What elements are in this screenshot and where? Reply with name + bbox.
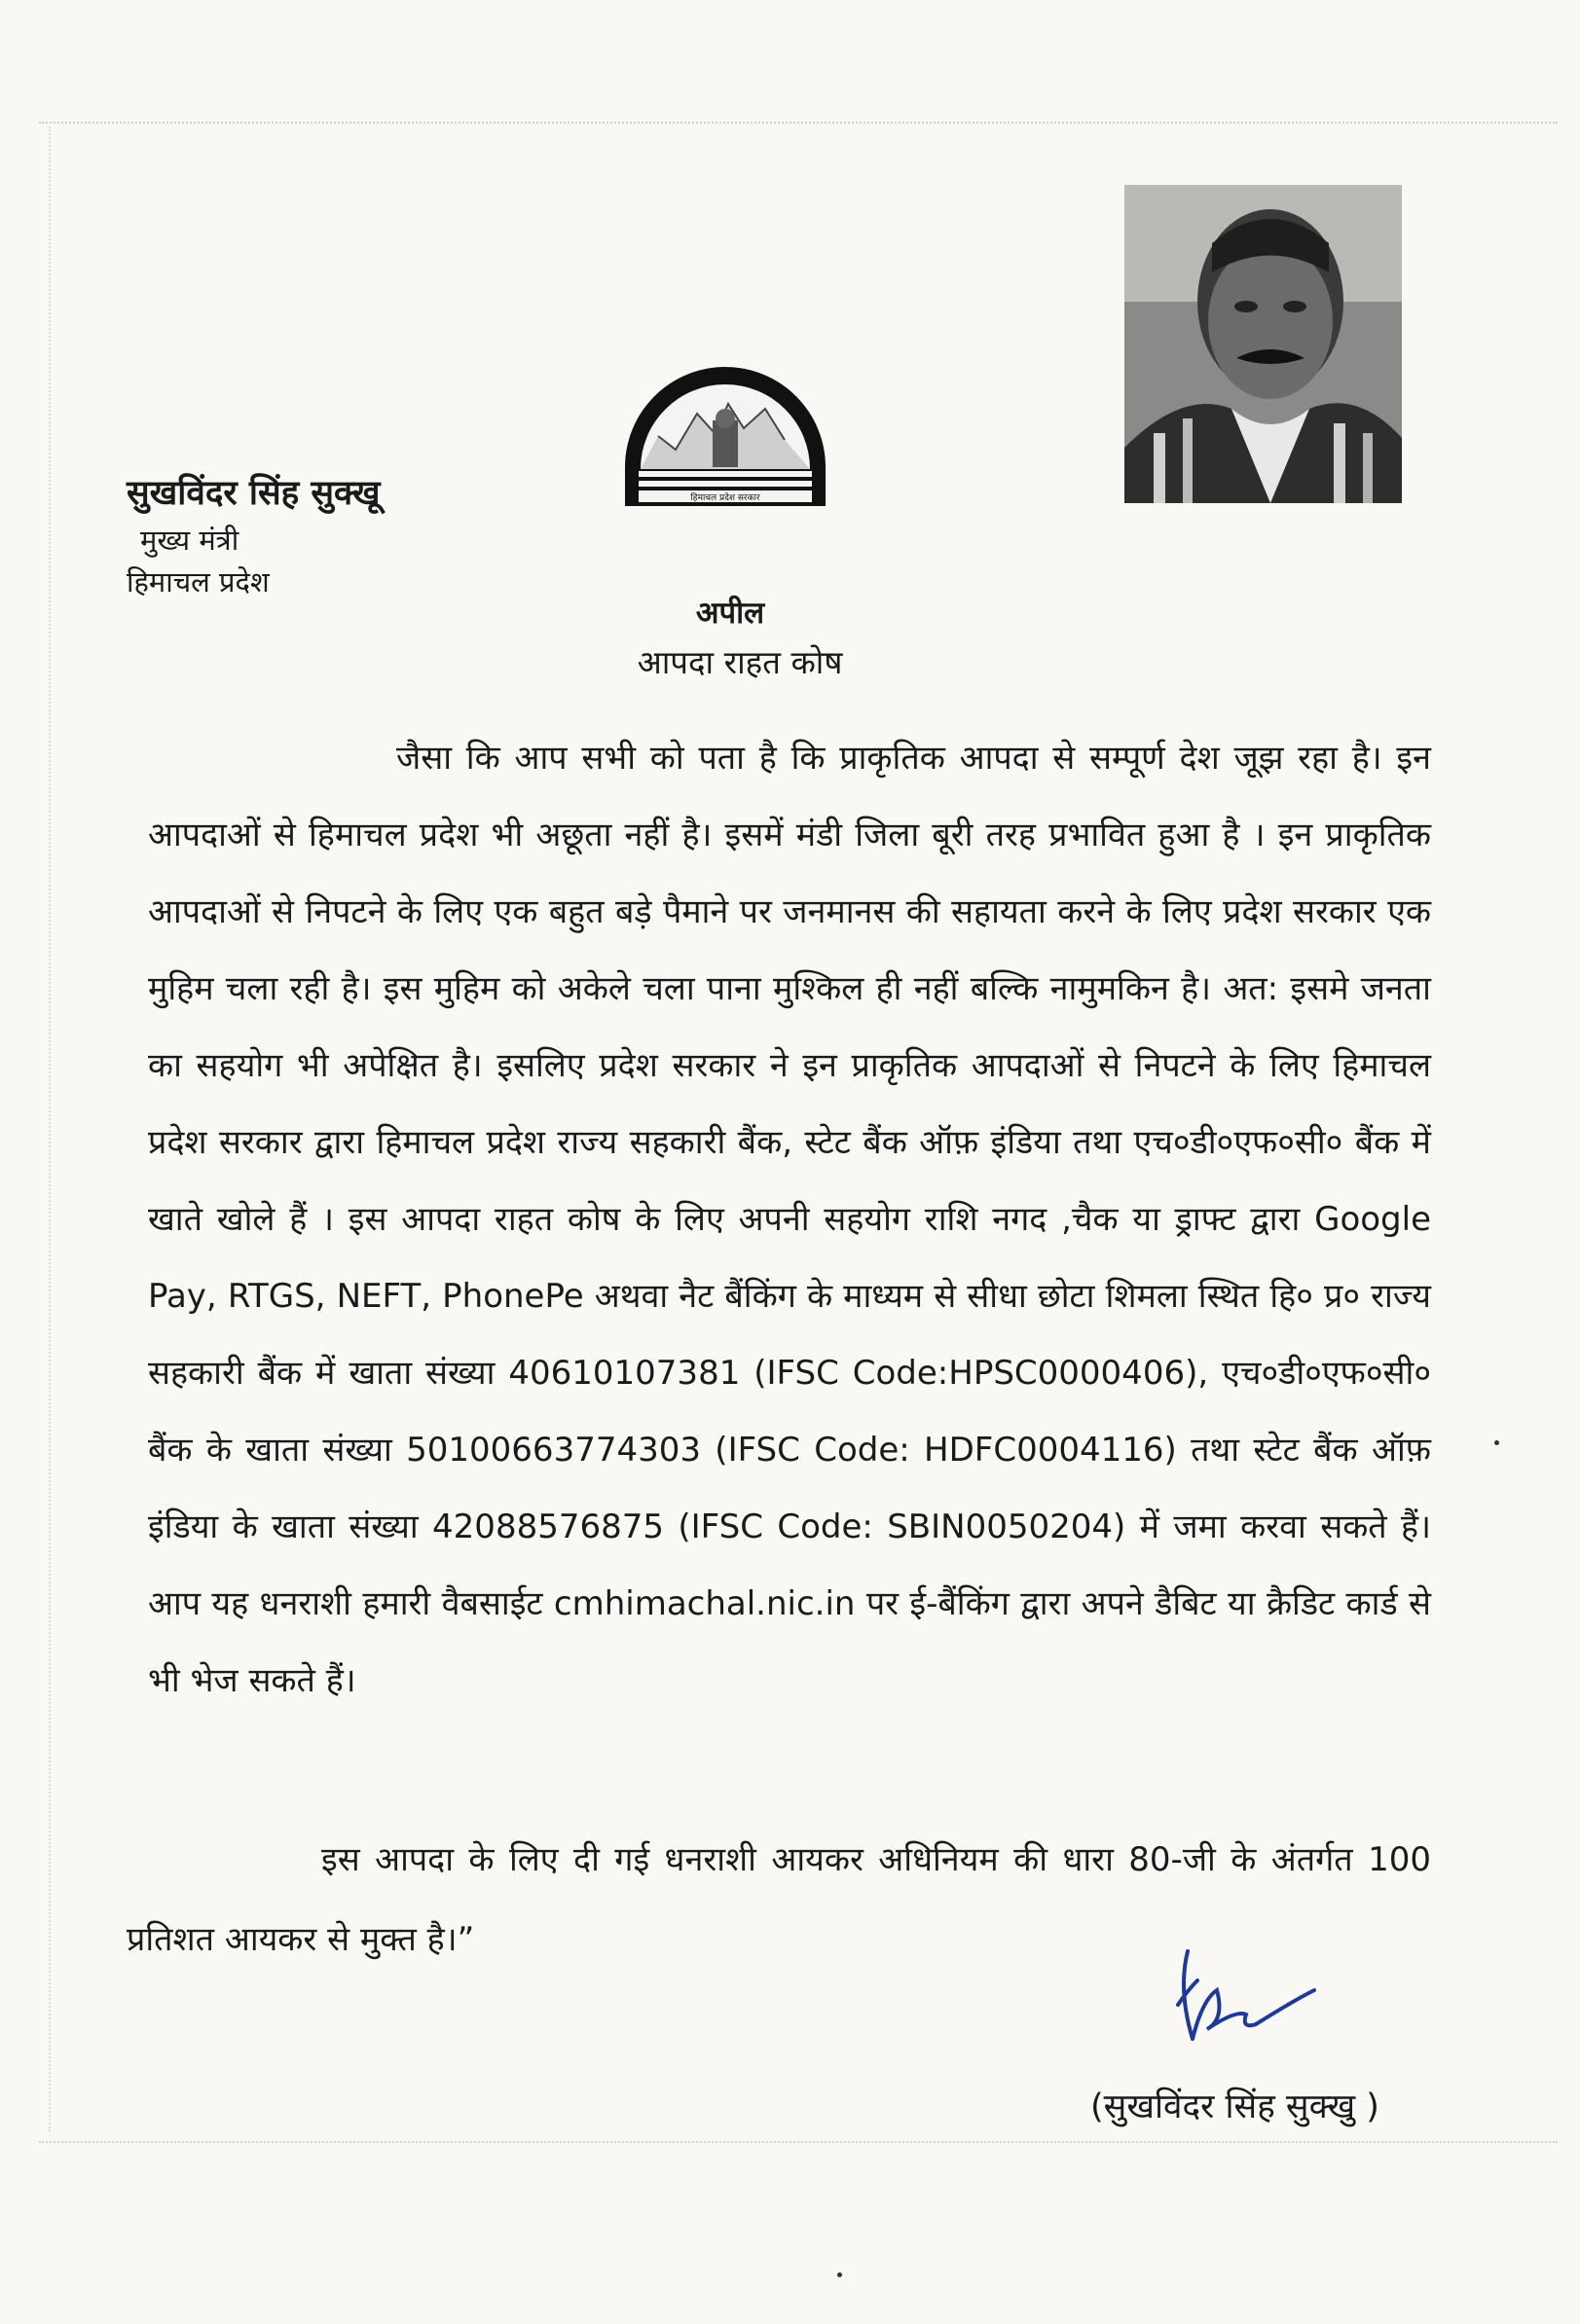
letter-heading: अपील xyxy=(695,596,765,631)
sender-state: हिमाचल प्रदेश xyxy=(127,565,270,599)
emblem-caption: हिमाचल प्रदेश सरकार xyxy=(690,493,760,503)
portrait-image xyxy=(1124,185,1402,503)
appeal-paragraph-2: इस आपदा के लिए दी गई धनराशी आयकर अधिनियम की धारा 80-जी के अंतर्गत 100 प्रतिशत आयकर से मुक्त है।” xyxy=(127,1840,1431,1959)
page-border-top xyxy=(39,122,1558,124)
sender-designation: मुख्य मंत्री xyxy=(140,524,239,557)
speck xyxy=(1494,1440,1499,1445)
signatory-name: (सुखविंदर सिंह सुक्खु ) xyxy=(1090,2088,1379,2126)
speck xyxy=(837,2272,842,2277)
page-border-left xyxy=(49,127,51,2131)
letter-subheading: आपदा राहत कोष xyxy=(637,643,843,681)
state-emblem-icon xyxy=(619,360,831,512)
page-border-bottom xyxy=(39,2141,1558,2143)
appeal-paragraph-1: जैसा कि आप सभी को पता है कि प्राकृतिक आपदा से सम्पूर्ण देश जूझ रहा है। इन आपदाओं से हिमाचल प्रदेश भी अछूता नहीं है। इसमें मंडी जिला बूरी तरह प्रभावित हुआ है । इन प्राकृतिक आपदाओं से निपटने के लिए एक बहुत बड़े पैमाने पर जनमानस की सहायता करने के लिए प्रदेश सरकार एक मुहिम चला रही है। इस मुहिम को अकेले चला पाना मुश्किल ही नहीं बल्कि नामुमकिन है। अत: इसमे जनता का सहयोग भी अपेक्षित है। इसलिए प्रदेश सरकार ने इन प्राकृतिक आपदाओं से निपटने के लिए हिमाचल प्रदेश सरकार द्वारा हिमाचल प्रदेश राज्य सहकारी बैंक, स्टेट बैंक ऑफ़ इंडिया तथा एच०डी०एफ०सी० बैंक में खाते खोले हैं । इस आपदा राहत कोष के लिए अपनी सहयोग राशि नगद ,चैक या ड्राफ्ट द्वारा Google Pay, RTGS, NEFT, PhonePe अथवा नैट बैंकिंग के माध्यम से सीधा छोटा शिमला स्थित हि० प्र० राज्य सहकारी बैंक में खाता संख्या 40610107381 (IFSC Code:HPSC0000406), एच०डी०एफ०सी० बैंक के खाता संख्या 50100663774303 (IFSC Code: HDFC0004116) तथा स्टेट बैंक ऑफ़ इंडिया के खाता संख्या 42088576875 (IFSC Code: SBIN0050204) में जमा करवा सकते हैं। आप यह धनराशी हमारी वैबसाईट cmhimachal.nic.in पर ई-बैंकिंग द्वारा अपने डैबिट या क्रैडिट कार्ड से भी भेज सकते हैं। xyxy=(148,739,1431,1700)
sender-name: सुखविंदर सिंह सुक्खू xyxy=(127,474,381,513)
chief-minister-photo xyxy=(1124,185,1402,503)
signature-icon xyxy=(1149,1932,1324,2068)
letterhead-sender xyxy=(127,469,381,600)
